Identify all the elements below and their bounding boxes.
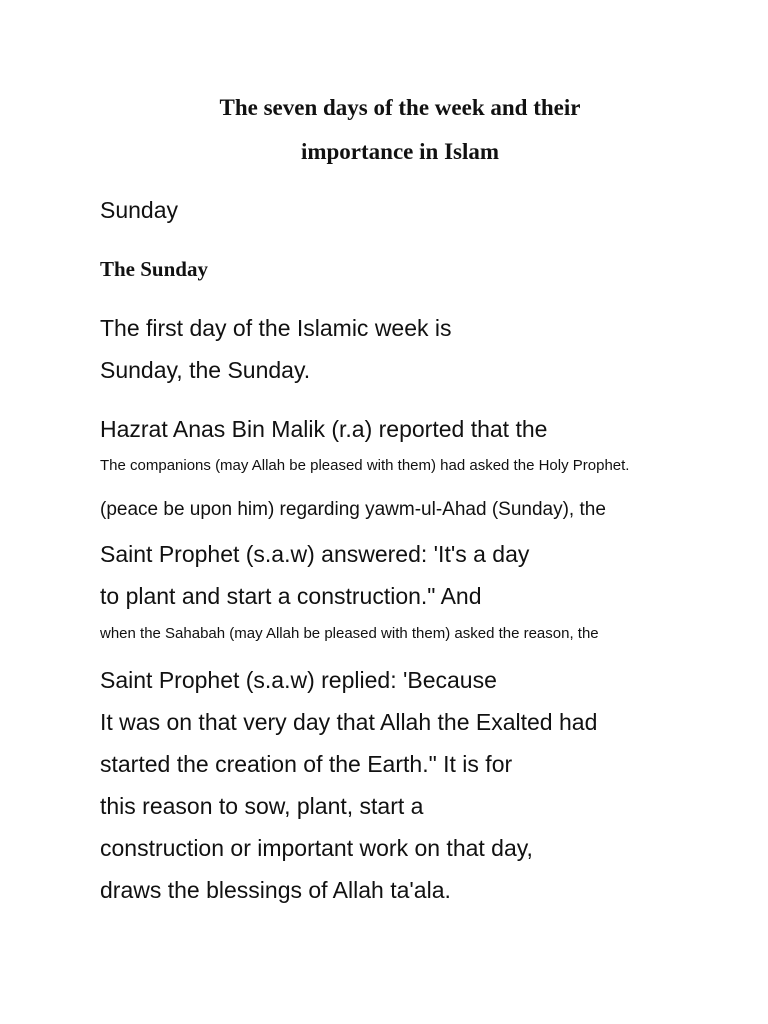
body-line: Saint Prophet (s.a.w) replied: 'Because xyxy=(100,667,497,693)
body-line: The first day of the Islamic week is xyxy=(100,315,452,341)
body-line: started the creation of the Earth." It is for xyxy=(100,751,513,777)
document-title-line-2: importance in Islam xyxy=(300,139,500,164)
body-line: to plant and start a construction." And xyxy=(100,583,482,609)
day-label: Sunday xyxy=(100,197,179,223)
body-line: The companions (may Allah be pleased with them) had asked the Holy Prophet. xyxy=(100,457,630,474)
body-line: It was on that very day that Allah the Exalted had xyxy=(100,709,598,735)
body-line: Saint Prophet (s.a.w) answered: 'It's a day xyxy=(100,541,530,567)
body-line: this reason to sow, plant, start a xyxy=(100,793,424,819)
body-line: Hazrat Anas Bin Malik (r.a) reported that the xyxy=(100,416,548,442)
body-line: (peace be upon him) regarding yawm-ul-Ahad (Sunday), the xyxy=(100,499,606,520)
document-title-line-1: The seven days of the week and their xyxy=(219,95,581,120)
body-line: draws the blessings of Allah ta'ala. xyxy=(100,877,451,903)
body-line: construction or important work on that day, xyxy=(100,835,533,861)
body-line: when the Sahabah (may Allah be pleased with them) asked the reason, the xyxy=(100,625,599,642)
body-line: Sunday, the Sunday. xyxy=(100,357,311,383)
section-heading: The Sunday xyxy=(100,257,208,281)
